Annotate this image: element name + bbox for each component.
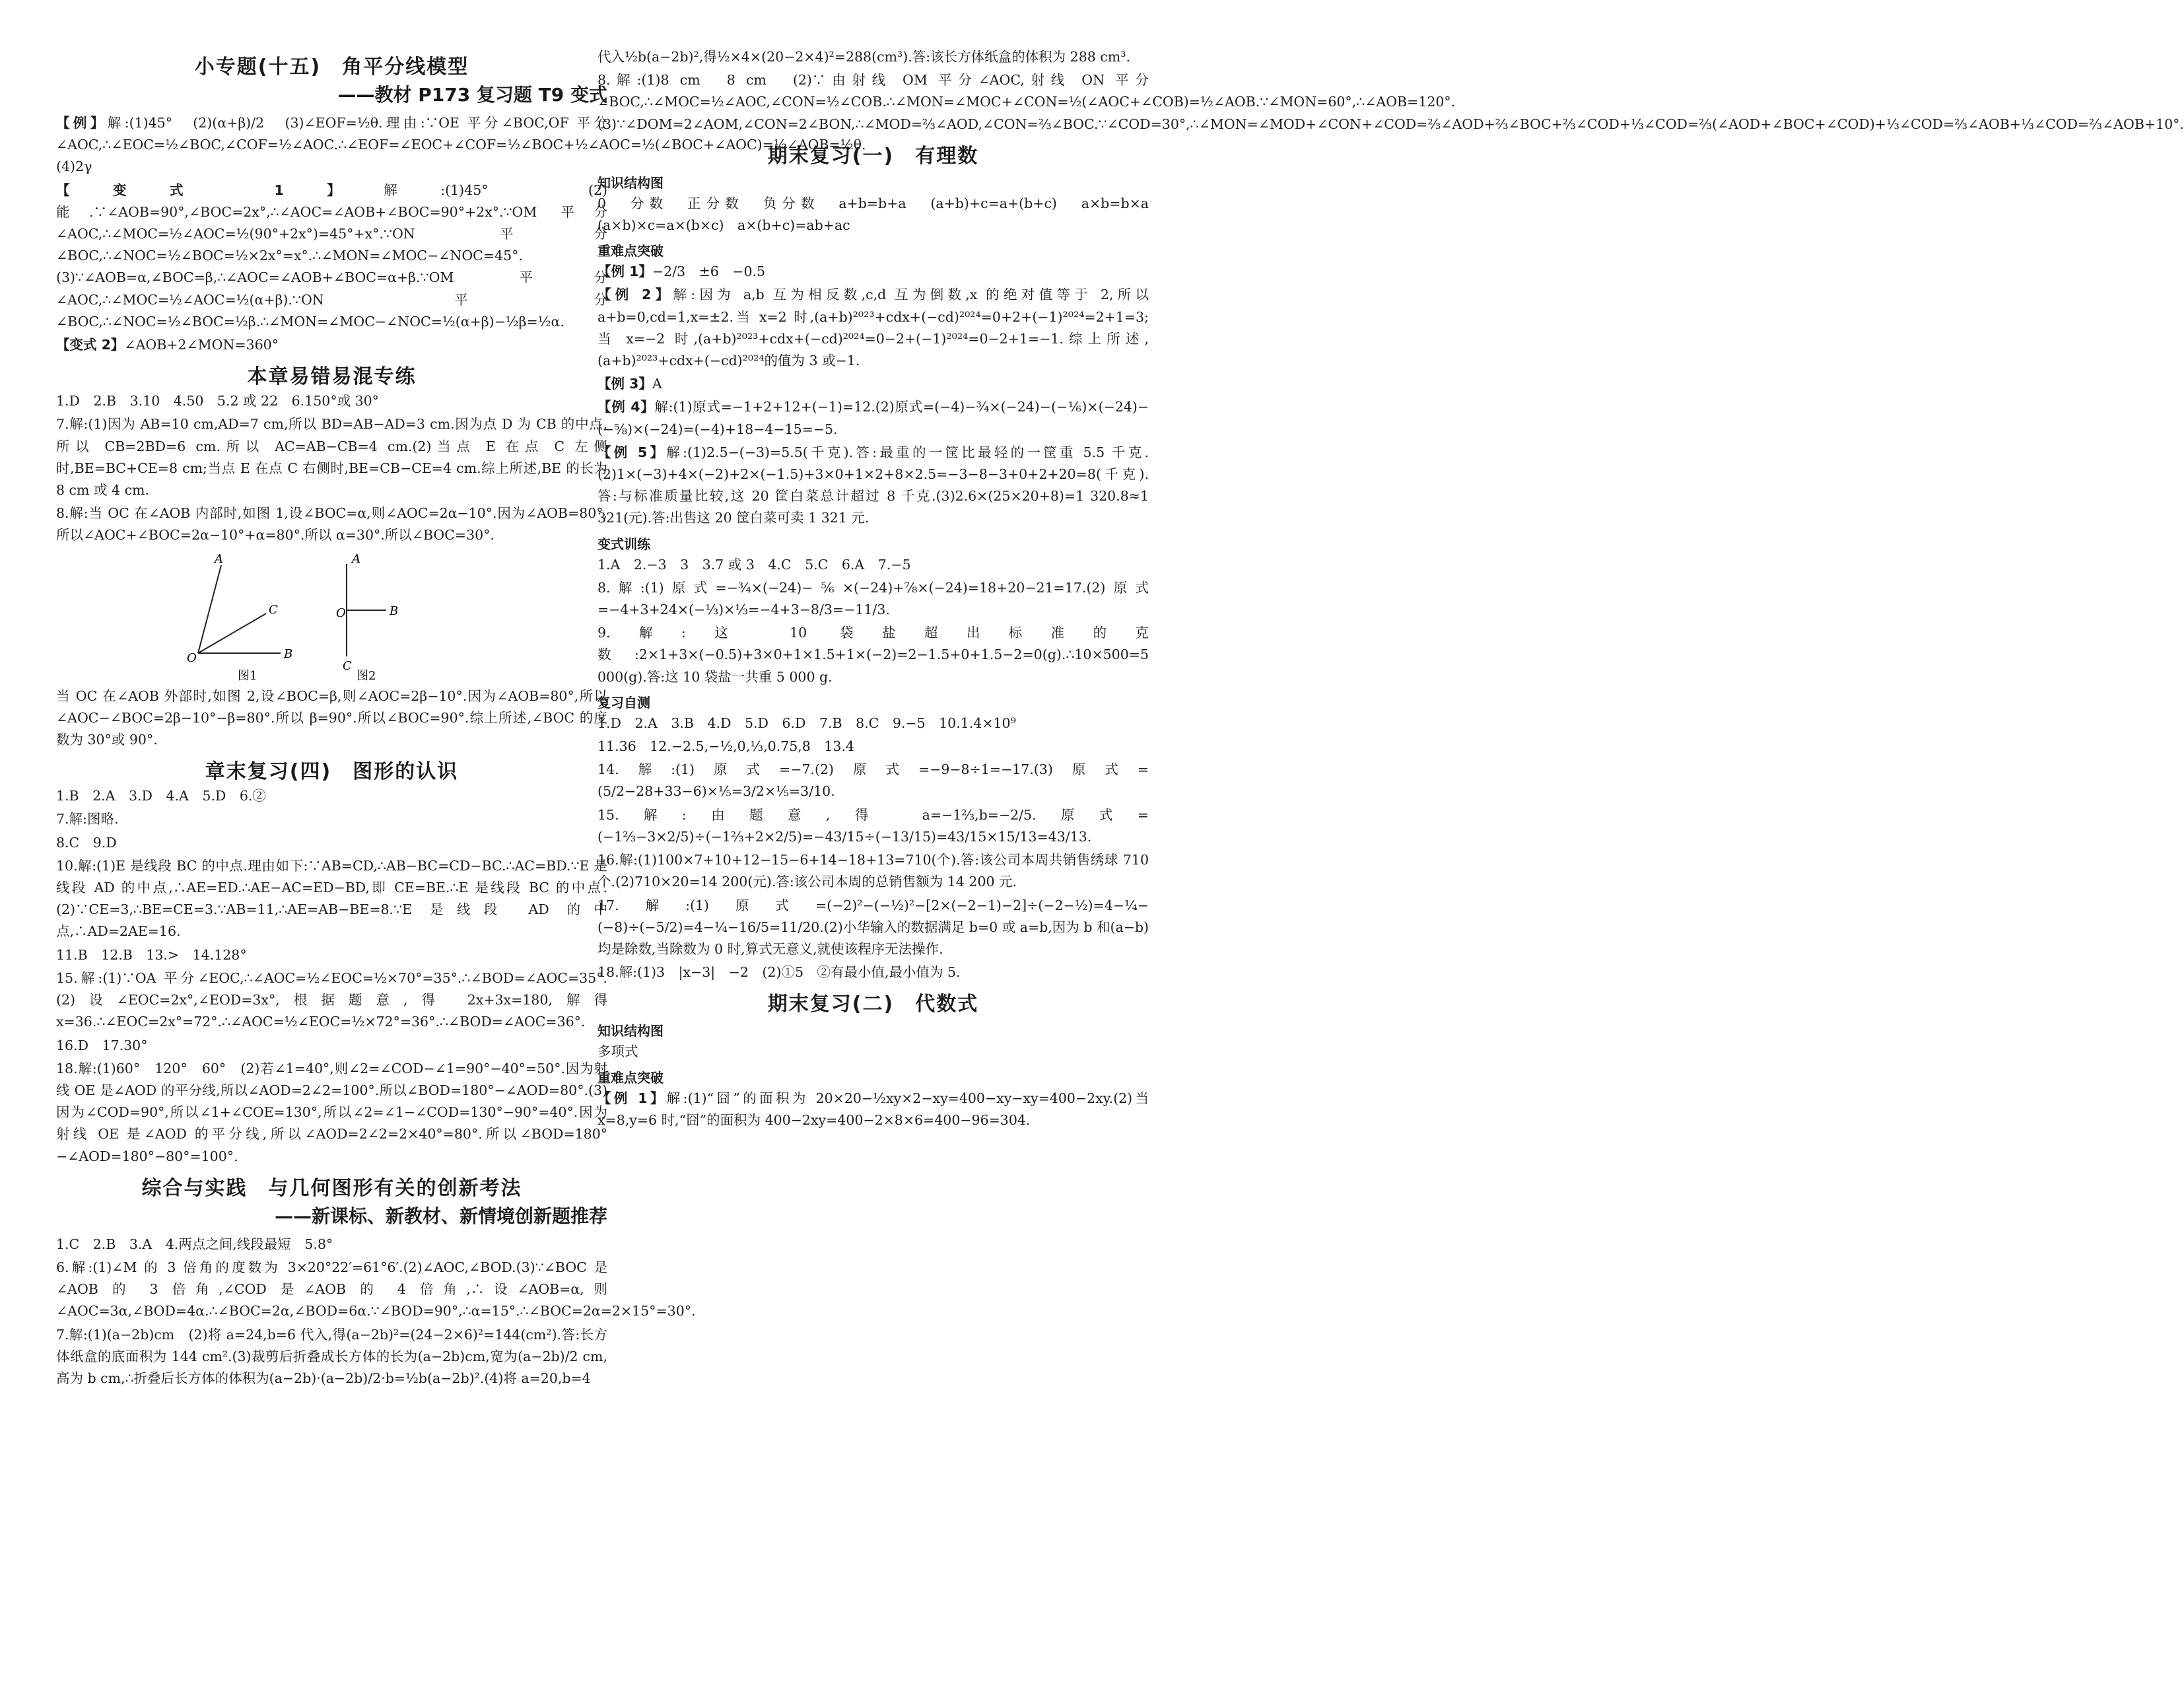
section-title-rational: 期末复习(一) 有理数 bbox=[767, 144, 979, 168]
example5-tag: 【例 5】 bbox=[597, 444, 667, 460]
answer-line: 8.解:(1)原式=−¾×(−24)−⅚×(−24)+⅞×(−24)=18+20−21=17.(2)原式=−4+3+24×(−⅓)×⅓=−4+3−8/3=−11/3. bbox=[597, 579, 1149, 618]
answer-line: 8.解:当 OC 在∠AOB 内部时,如图 1,设∠BOC=α,则∠AOC=2α−10°.因为∠AOB=80°,所以∠AOC+∠BOC=2α−10°+α=80°.所以 α=30°.所以∠BOC=30°. bbox=[56, 505, 607, 544]
variant1-tag: 【变式 1】 bbox=[56, 182, 384, 198]
answer-line: 7.解:图略. bbox=[56, 811, 119, 827]
answer-line: 10.解:(1)E 是线段 BC 的中点.理由如下:∵AB=CD,∴AB−BC=CD−BC.∴AC=BD.∵E 是线段 AD 的中点,∴AE=ED.∴AE−AC=ED−BD,即 CE=BE.∴E 是线段 BC 的中点.(2)∵CE=3,∴BE=CE=3.∵AB=11,∴AE=AB−BE=8.∵E 是线段 AD 的中点,∴AD=2AE=16. bbox=[56, 857, 607, 940]
figure-1 bbox=[187, 552, 292, 683]
fig1-label-b: B bbox=[284, 647, 293, 661]
answer-line: 8.解:(1)8 cm 8 cm (2)∵由射线 OM 平分∠AOC,射线 ON 平分∠BOC,∴∠MOC=½∠AOC,∠CON=½∠COB.∴∠MON=∠MOC+∠CON=½(∠AOC+∠COB)=½∠AOB.∵∠MON=60°,∴∠AOB=120°.(3)∵∠DOM=2∠AOM,∠CON=2∠BON,∴∠MOD=⅔∠AOD,∠CON=⅔∠BOC.∵∠COD=30°,∴∠MON=∠MOD+∠CON+∠COD=⅔∠AOD+⅔∠BOC+⅔∠COD+⅓∠COD=⅔(∠AOD+∠BOC+∠COD)+⅓∠COD=⅔∠AOB+⅓∠COD=⅔∠AOB+10°. bbox=[597, 72, 2184, 132]
example2-answer bbox=[597, 284, 1149, 372]
example5-answer bbox=[597, 442, 1149, 530]
right-column bbox=[597, 46, 2184, 1133]
knowledge-map-text: 0 分数 正分数 负分数 a+b=b+a (a+b)+c=a+(b+c) a×b=b×a (a×b)×c=a×(b×c) a×(b+c)=ab+ac bbox=[597, 195, 1163, 234]
answer-line: 当 OC 在∠AOB 外部时,如图 2,设∠BOC=β,则∠AOC=2β−10°.因为∠AOB=80°,所以∠AOC−∠BOC=2β−10°−β=80°.所以 β=90°.所以∠BOC=90°.综上所述,∠BOC 的度数为 30°或 90°. bbox=[56, 687, 607, 748]
fig2-label-o: O bbox=[336, 606, 346, 620]
answer-line: 18.解:(1)3 |x−3| −2 (2)①5 ②有最小值,最小值为 5. bbox=[597, 964, 961, 981]
figure-2 bbox=[336, 552, 398, 683]
variant2-text: ∠AOB+2∠MON=360° bbox=[124, 337, 279, 353]
answer-line: 11.36 12.−2.5,−½,0,⅓,0.75,8 13.4 bbox=[597, 738, 854, 755]
self-test-heading: 复习自测 bbox=[597, 694, 650, 711]
example4-text: 解:(1)原式=−1+2+12+(−1)=12.(2)原式=(−4)−¾×(−24)−(−⅙)×(−24)−(−⅝)×(−24)=(−4)+18−4−15=−5. bbox=[597, 399, 1149, 437]
example-answer bbox=[56, 112, 866, 178]
answer-line: 16.解:(1)100×7+10+12−15−6+14−18+13=710(个).答:该公司本周共销售绣球 710 个.(2)710×20=14 200(元).答:该公司本周的总销售额为 14 200 元. bbox=[597, 852, 1149, 890]
example2-tag: 【例 2】 bbox=[597, 287, 673, 303]
fig2-label-a: A bbox=[352, 551, 360, 566]
example1-text: −2/3 ±6 −0.5 bbox=[652, 263, 766, 280]
variant1-answer bbox=[56, 180, 607, 333]
section-subtitle-practice: ——新课标、新教材、新情境创新题推荐 bbox=[274, 1205, 607, 1227]
answer-line: 16.D 17.30° bbox=[56, 1037, 148, 1053]
answer-line: 代入½b(a−2b)²,得½×4×(20−2×4)²=288(cm³).答:该长方体纸盒的体积为 288 cm³. bbox=[597, 49, 1130, 65]
answer-line: 7.解:(1)(a−2b)cm (2)将 a=24,b=6 代入,得(a−2b)²=(24−2×6)²=144(cm²).答:长方体纸盒的底面积为 144 cm².(3)裁剪后折叠成长方体的长为(a−2b)cm,宽为(a−2b)/2 cm,高为 b cm,∴折叠后长方体的体积为(a−2b)·(a−2b)/2·b=½b(a−2b)².(4)将 a=20,b=4 bbox=[56, 1326, 607, 1386]
example-tag: 【例】 bbox=[56, 115, 108, 131]
answer-line: 15.解:(1)∵OA 平分∠EOC,∴∠AOC=½∠EOC=½×70°=35°.∴∠BOD=∠AOC=35°.(2)设∠EOC=2x°,∠EOD=3x°,根据题意,得 2x+3x=180,解得 x=36.∴∠EOC=2x°=72°.∴∠AOC=½∠EOC=½×72°=36°.∴∠BOD=∠AOC=36°. bbox=[56, 969, 607, 1030]
answer-line: 18.解:(1)60° 120° 60° (2)若∠1=40°,则∠2=∠COD−∠1=90°−40°=50°.因为射线 OE 是∠AOD 的平分线,所以∠AOD=2∠2=100°.所以∠BOD=180°−∠AOD=80°.(3)因为∠COD=90°,所以∠1+∠COE=130°,所以∠2=∠1−∠COD=130°−90°=40°.因为射线 OE 是∠AOD 的平分线,所以∠AOD=2∠2=2×40°=80°.所以∠BOD=180°−∠AOD=180°−80°=100°. bbox=[56, 1060, 607, 1164]
knowledge-map-heading: 知识结构图 bbox=[597, 174, 664, 191]
example5-text: 解:(1)2.5−(−3)=5.5(千克).答:最重的一筐比最轻的一筐重 5.5 千克.(2)1×(−3)+4×(−2)+2×(−1.5)+3×0+1×2+8×2.5=−3−8−3+0+2+20=8(千克).答:与标准质量比较,这 20 筐白菜总计超过 8 千克.(3)2.6×(25×20+8)=1 320.8≈1 321(元).答:出售这 20 筐白菜可卖 1 321 元. bbox=[597, 444, 1149, 526]
answer-line: 15.解:由题意,得 a=−1⅔,b=−2/5.原式=(−1⅔−3×2/5)÷(−1⅔+2×2/5)=−43/15÷(−13/15)=43/15×15/13=43/13. bbox=[597, 806, 1149, 845]
fig2-label-b: B bbox=[390, 604, 399, 618]
example1-answer bbox=[597, 261, 1149, 283]
answer-line: 11.B 12.B 13.> 14.128° bbox=[56, 946, 247, 963]
fig2-caption: 图2 bbox=[357, 668, 376, 683]
answer-line: 14.解:(1)原式=−7.(2)原式=−9−8÷1=−17.(3)原式=(5/2−28+33−6)×⅕=3/2×⅕=3/10. bbox=[597, 761, 1149, 800]
example4-tag: 【例 4】 bbox=[597, 399, 655, 415]
angle-figures bbox=[56, 551, 607, 683]
topic-subtitle: ——教材 P173 复习题 T9 变式 bbox=[337, 84, 607, 106]
answer-line: 17.解:(1)原式=(−2)²−(−½)²−[2×(−2−1)−2]÷(−2−½)=4−¼−(−8)÷(−5/2)=4−¼−16/5=11/20.(2)小华输入的数据满足 b=0 或 a=b,因为 b 和(a−b)均是除数,当除数为 0 时,算式无意义,就使该程序无法操作. bbox=[597, 897, 1149, 957]
section-title-chapter4: 章末复习(四) 图形的认识 bbox=[205, 760, 459, 784]
fig1-label-o: O bbox=[187, 650, 197, 665]
variant2-answer bbox=[56, 334, 607, 356]
answer-line: 1.B 2.A 3.D 4.A 5.D 6.② bbox=[56, 788, 266, 804]
key-points-heading-2: 重难点突破 bbox=[597, 1069, 664, 1086]
answer-line: 1.D 2.A 3.B 4.D 5.D 6.D 7.B 8.C 9.−5 10.1.4×10⁹ bbox=[597, 715, 1016, 731]
algebra-example1-text: 解:(1)“囧”的面积为 20×20−½xy×2−xy=400−xy−xy=400−2xy.(2)当 x=8,y=6 时,“囧”的面积为 400−2xy=400−2×8×6=400−96=304. bbox=[597, 1090, 1149, 1128]
example2-text: 解:因为 a,b 互为相反数,c,d 互为倒数,x 的绝对值等于 2,所以 a+b=0,cd=1,x=±2.当 x=2 时,(a+b)²⁰²³+cdx+(−cd)²⁰²⁴=0+2+(−1)²⁰²⁴=2+1=3;当 x=−2 时,(a+b)²⁰²³+cdx+(−cd)²⁰²⁴=0−2+(−1)²⁰²⁴=0−2+1=−1.综上所述,(a+b)²⁰²³+cdx+(−cd)²⁰²⁴的值为 3 或−1. bbox=[597, 287, 1149, 369]
section-title-errors: 本章易错易混专练 bbox=[247, 365, 417, 389]
example3-text: A bbox=[652, 376, 662, 392]
fig1-label-c: C bbox=[269, 602, 278, 617]
example3-answer bbox=[597, 373, 1149, 395]
fig2-label-c: C bbox=[343, 658, 352, 673]
algebra-example1-tag: 【例 1】 bbox=[597, 1090, 667, 1106]
variant2-tag: 【变式 2】 bbox=[56, 337, 125, 353]
answer-line: 8.C 9.D bbox=[56, 834, 117, 851]
answer-line: 1.D 2.B 3.10 4.50 5.2 或 22 6.150°或 30° bbox=[56, 393, 379, 409]
fig1-caption: 图1 bbox=[238, 668, 257, 683]
example-text: 解:(1)45° (2)(α+β)/2 (3)∠EOF=½θ.理由:∵OE 平分∠BOC,OF 平分∠AOC,∴∠EOC=½∠BOC,∠COF=½∠AOC.∴∠EOF=∠EOC+∠COF=½∠BOC+½∠AOC=½(∠BOC+∠AOC)=½∠AOB=½θ.(4)2γ bbox=[56, 115, 866, 175]
variant1-text: 解:(1)45° (2)能.∵∠AOB=90°,∠BOC=2x°,∴∠AOC=∠AOB+∠BOC=90°+2x°.∵OM 平分∠AOC,∴∠MOC=½∠AOC=½(90°+2x°)=45°+x°.∵ON 平分∠BOC,∴∠NOC=½∠BOC=½×2x°=x°.∴∠MON=∠MOC−∠NOC=45°.(3)∵∠AOB=α,∠BOC=β,∴∠AOC=∠AOB+∠BOC=α+β.∵OM 平分∠AOC,∴∠MOC=½∠AOC=½(α+β).∵ON 平分∠BOC,∴∠NOC=½∠BOC=½β.∴∠MON=∠MOC−∠NOC=½(α+β)−½β=½α. bbox=[56, 182, 607, 330]
topic-title: 小专题(十五) 角平分线模型 bbox=[194, 55, 469, 79]
angle-figures-svg bbox=[56, 551, 607, 683]
algebra-example1-answer bbox=[597, 1088, 1149, 1131]
example4-answer bbox=[597, 396, 1149, 440]
fig1-label-a: A bbox=[215, 551, 223, 566]
answer-line: 6.解:(1)∠M 的 3 倍角的度数为 3×20°22′=61°6′.(2)∠AOC,∠BOD.(3)∵∠BOC 是∠AOB 的 3 倍角,∠COD 是∠AOB 的 4 倍角,∴设∠AOB=α,则∠AOC=3α,∠BOD=4α.∴∠BOC=2α,∠BOD=6α.∵∠BOD=90°,∴α=15°.∴∠BOC=2α=2×15°=30°. bbox=[56, 1259, 696, 1319]
knowledge-map-heading-2: 知识结构图 bbox=[597, 1023, 664, 1039]
answer-line: 7.解:(1)因为 AB=10 cm,AD=7 cm,所以 BD=AB−AD=3 cm.因为点 D 为 CB 的中点,所以 CB=2BD=6 cm.所以 AC=AB−CB=4 cm.(2)当点 E 在点 C 左侧时,BE=BC+CE=8 cm;当点 E 在点 C 右侧时,BE=CB−CE=4 cm.综上所述,BE 的长为 8 cm 或 4 cm. bbox=[56, 416, 607, 499]
example1-tag: 【例 1】 bbox=[597, 263, 652, 280]
answer-line: 1.C 2.B 3.A 4.两点之间,线段最短 5.8° bbox=[56, 1236, 333, 1252]
key-points-heading: 重难点突破 bbox=[597, 243, 664, 260]
example3-tag: 【例 3】 bbox=[597, 376, 652, 392]
variant-training-heading: 变式训练 bbox=[597, 536, 650, 552]
knowledge-map-text-2: 多项式 bbox=[597, 1043, 638, 1060]
section-title-algebra: 期末复习(二) 代数式 bbox=[767, 993, 979, 1016]
section-title-practice: 综合与实践 与几何图形有关的创新考法 bbox=[141, 1176, 522, 1200]
answer-line: 9.解:这 10 袋盐超出标准的克数:2×1+3×(−0.5)+3×0+1×1.5+1×(−2)=2−1.5+0+1.5−2=0(g).∴10×500=5 000(g).答:这 10 袋盐一共重 5 000 g. bbox=[597, 625, 1149, 685]
answer-line: 1.A 2.−3 3 3.7 或 3 4.C 5.C 6.A 7.−5 bbox=[597, 556, 911, 573]
